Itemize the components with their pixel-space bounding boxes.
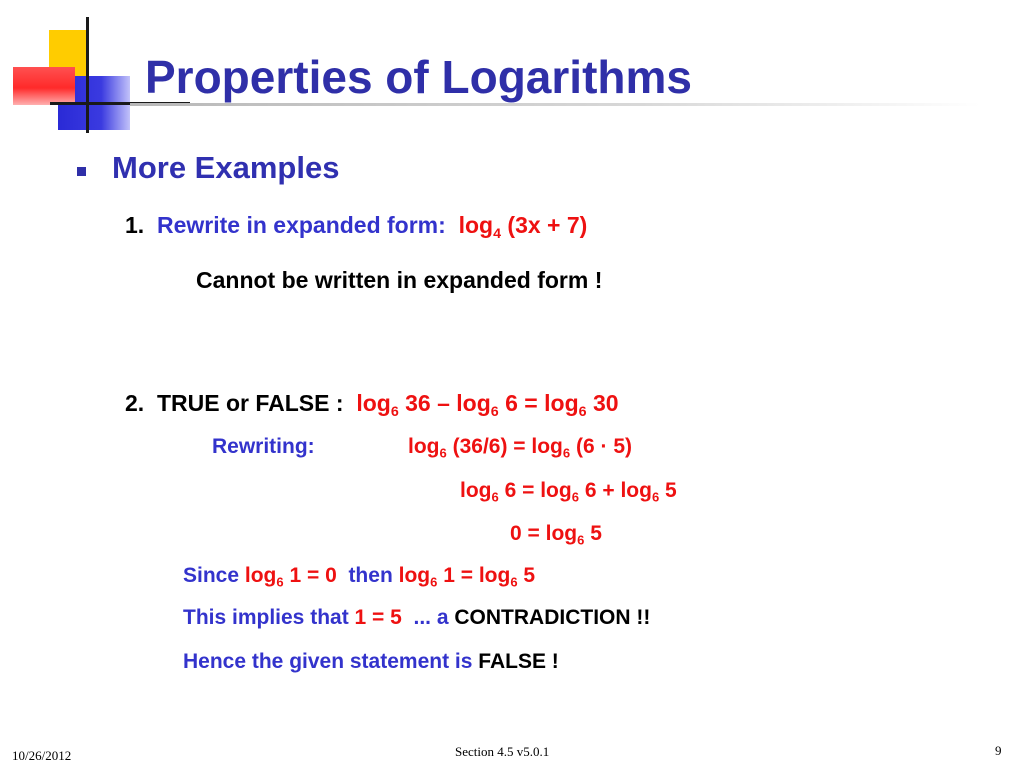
logo-vertical-line [86,17,89,133]
footer-section: Section 4.5 v5.0.1 [455,744,550,759]
example1-line [125,212,588,242]
implies-line: This implies that 1 = 5 ... a CONTRADICTION !! [183,606,651,629]
rewrite-line-1: $\log_6 (36/6) = \log_6 (6 \cdot 5)$ [408,435,632,461]
since-line: Since $\log_6 1 = 0$ then $\log_6 1 = \log_6 5$ [183,564,536,590]
example1-prompt: Rewrite in expanded form: [156,212,446,238]
footer-page-number: 9 [995,743,1002,758]
rewrite-line-3: $0 = \log_6 5$ [510,522,602,548]
example1-number: 1. [125,212,145,238]
bullet-heading: More Examples [112,150,340,185]
example2-statement: $\log_6 36 - \log_6 6 = \log_6 30$ [356,390,619,420]
bullet-square-icon [77,167,86,176]
example2-number: 2. [125,390,145,416]
rewriting-label: Rewriting: [212,435,315,458]
logo-red-square [13,67,75,105]
rewrite-line-2: $\log_6 6 = \log_6 6 + \log_6 5$ [460,479,677,505]
hence-line: Hence the given statement is FALSE ! [183,650,559,673]
slide-title: Properties of Logarithms [145,51,692,103]
footer-date: 10/26/2012 [12,748,72,763]
example2-line [125,390,619,420]
example1-answer: Cannot be written in expanded form ! [196,267,603,293]
example1-expression: $\log_4 (3x + 7)$ [458,212,588,242]
example2-prompt: TRUE or FALSE : [156,390,344,416]
